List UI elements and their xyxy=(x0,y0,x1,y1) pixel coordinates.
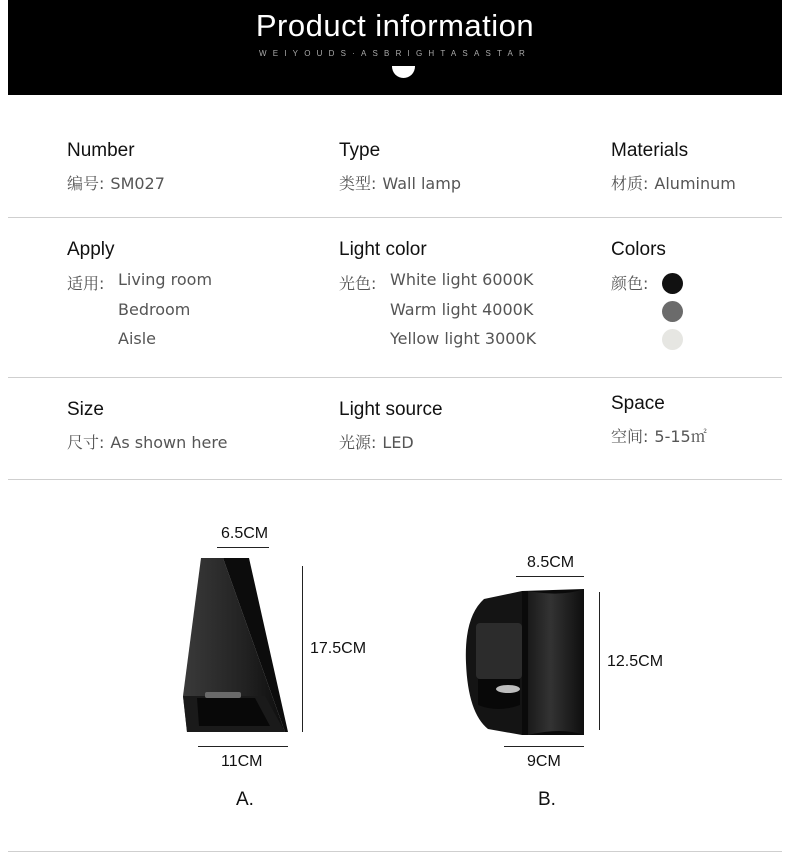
spec-value: SM027 xyxy=(110,174,165,193)
spec-heading: Type xyxy=(339,140,381,161)
banner-subtitle: WEIYOUDS·ASBRIGHTASASTAR xyxy=(258,49,532,58)
section-divider xyxy=(8,217,782,218)
spec-label: 尺寸: xyxy=(67,433,105,452)
spec-value: 5-15㎡ xyxy=(654,427,707,446)
spec-light-color xyxy=(339,239,537,348)
list-item: Bedroom xyxy=(118,299,191,319)
section-divider xyxy=(8,479,782,480)
spec-label: 适用: xyxy=(67,274,105,293)
top-dimension-label: 8.5CM xyxy=(527,554,575,571)
spec-number xyxy=(67,140,165,194)
spec-heading: Size xyxy=(67,399,104,420)
spec-label: 光色: xyxy=(339,274,377,293)
color-swatch-black xyxy=(662,273,683,294)
spec-label: 编号: xyxy=(67,174,105,193)
spec-value: As shown here xyxy=(110,433,228,452)
list-item: Warm light 4000K xyxy=(390,299,534,319)
list-item: White light 6000K xyxy=(390,270,534,289)
spec-type xyxy=(339,140,461,194)
dimension-line xyxy=(599,592,600,730)
side-dimension-label: 12.5CM xyxy=(607,653,664,670)
product-caption: B. xyxy=(538,789,556,810)
wall-lamp-a-image xyxy=(175,552,295,742)
list-item: Living room xyxy=(118,270,213,289)
spec-label: 颜色: xyxy=(611,274,649,293)
spec-heading: Space xyxy=(611,393,665,414)
banner-dot-decoration xyxy=(392,66,415,78)
spec-heading: Light source xyxy=(339,399,443,420)
spec-heading: Apply xyxy=(67,239,115,260)
header-banner xyxy=(8,0,782,95)
spec-materials xyxy=(611,140,736,194)
bottom-dimension-label: 9CM xyxy=(527,753,561,770)
color-swatch-gray xyxy=(662,301,683,322)
spec-value: Wall lamp xyxy=(382,174,461,193)
dimension-line xyxy=(217,547,269,548)
spec-size xyxy=(67,399,227,453)
spec-label: 类型: xyxy=(339,174,377,193)
spec-colors xyxy=(611,239,666,294)
spec-heading: Materials xyxy=(611,140,689,161)
dimension-line xyxy=(516,576,584,577)
list-item: Aisle xyxy=(118,329,157,348)
section-divider xyxy=(8,377,782,378)
top-dimension-label: 6.5CM xyxy=(221,525,269,542)
spec-heading: Light color xyxy=(339,239,427,260)
product-caption: A. xyxy=(236,789,254,810)
spec-label: 空间: xyxy=(611,427,649,446)
list-item: Yellow light 3000K xyxy=(390,329,537,348)
spec-apply xyxy=(67,239,213,348)
spec-space xyxy=(611,393,707,447)
spec-label: 光源: xyxy=(339,433,377,452)
banner-title: Product information xyxy=(255,8,535,43)
dimension-line xyxy=(302,566,303,732)
spec-label: 材质: xyxy=(611,174,649,193)
side-dimension-label: 17.5CM xyxy=(310,640,367,657)
wall-lamp-b-image xyxy=(462,587,588,739)
dimension-line xyxy=(198,746,288,747)
dimension-line xyxy=(504,746,584,747)
spec-heading: Number xyxy=(67,140,135,161)
bottom-dimension-label: 11CM xyxy=(221,753,263,770)
spec-heading: Colors xyxy=(611,239,666,260)
color-swatch-white xyxy=(662,329,683,350)
spec-value: LED xyxy=(382,433,414,452)
section-divider xyxy=(8,851,782,852)
spec-light-source xyxy=(339,399,443,453)
spec-value: Aluminum xyxy=(654,174,736,193)
